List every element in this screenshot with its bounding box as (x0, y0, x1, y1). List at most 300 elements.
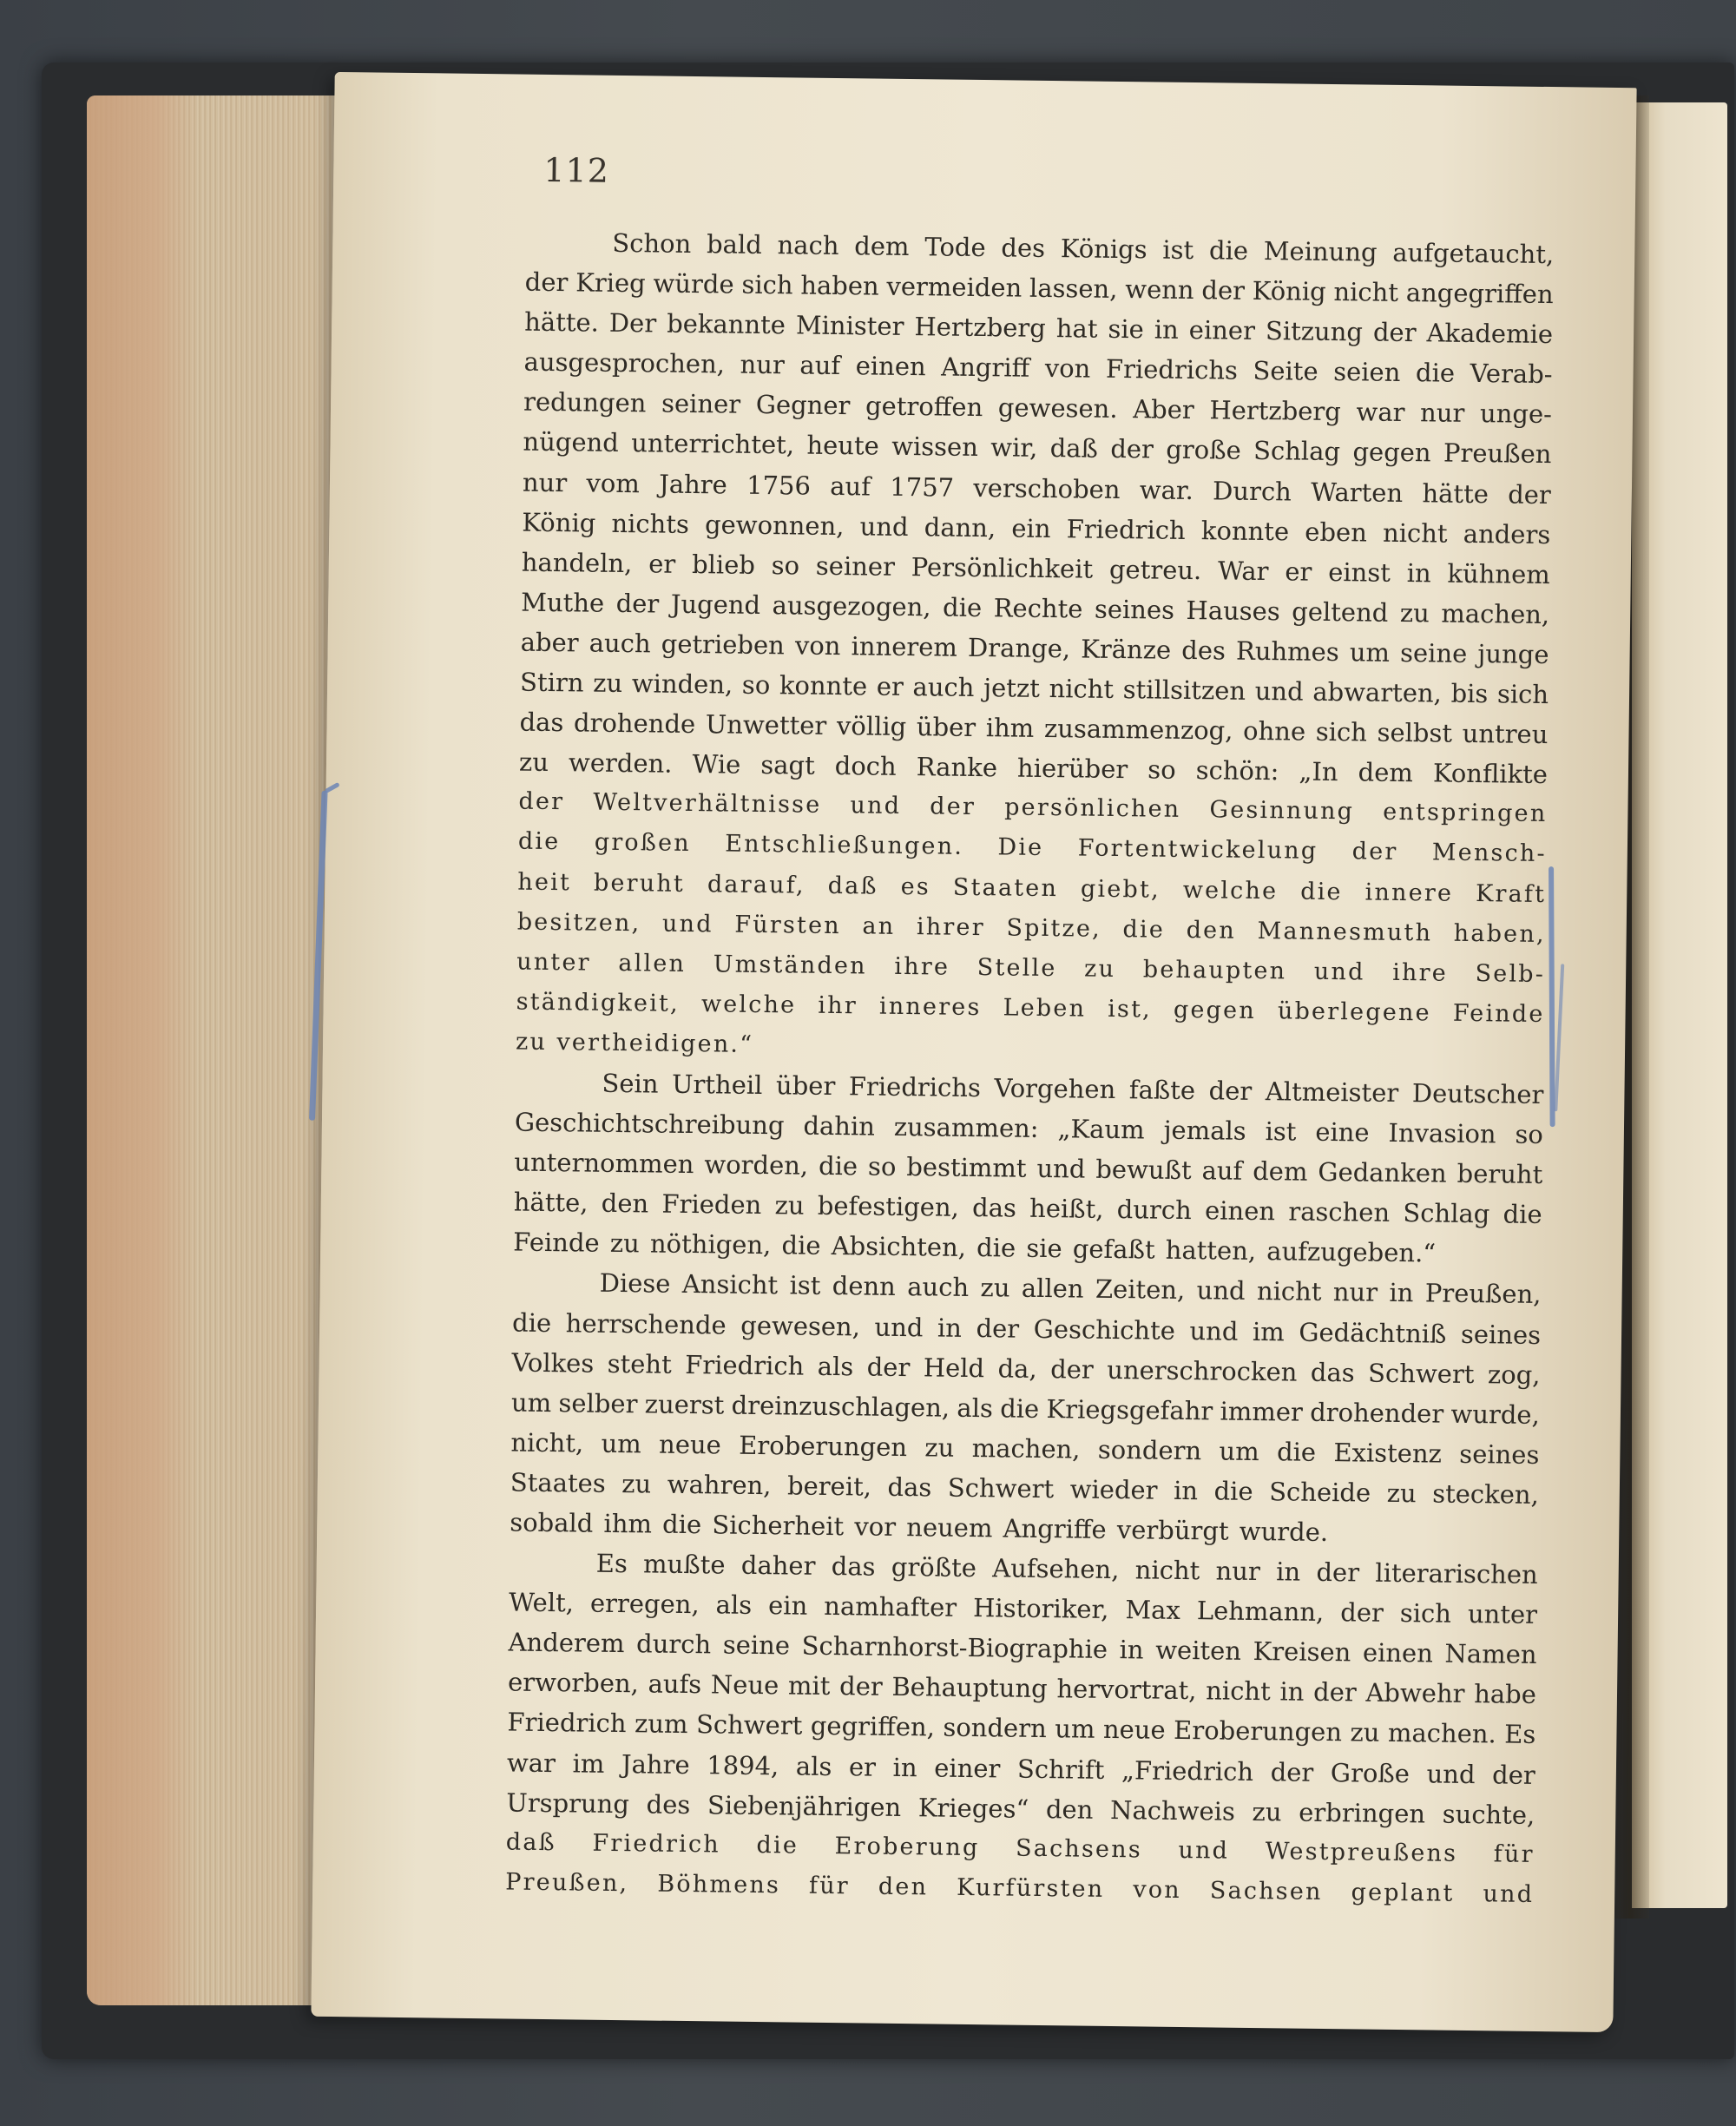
word: der (838, 1671, 883, 1702)
word: hat (1055, 313, 1098, 344)
word: einer (934, 1753, 1001, 1783)
word: ihr (818, 991, 858, 1020)
word: neue (658, 1429, 722, 1460)
word: worden, (704, 1149, 809, 1181)
word: seine (722, 1629, 791, 1661)
word: die (511, 1307, 552, 1338)
word: Geschichte (1033, 1313, 1176, 1346)
word: untreu (1462, 718, 1549, 750)
word: machen. (1387, 1718, 1496, 1749)
word: zu (1399, 597, 1430, 629)
word: und (1254, 675, 1304, 707)
word: um (1349, 637, 1391, 668)
word: Preußen (1443, 438, 1552, 470)
word: der (866, 1352, 911, 1382)
word: die (1276, 1437, 1317, 1467)
word: der (1049, 1353, 1094, 1385)
word: „Friedrich (1121, 1754, 1254, 1787)
word: seines (1094, 594, 1175, 625)
word: wurde, (1450, 1399, 1541, 1430)
word: Held (923, 1352, 985, 1383)
word: einer (1188, 315, 1256, 346)
word: Warten (1310, 477, 1404, 508)
word: großen (594, 829, 692, 858)
word: Absichten, (831, 1231, 967, 1263)
word: hervortrat, (1056, 1674, 1197, 1706)
word: habe (1474, 1679, 1537, 1710)
word: zu (518, 747, 549, 778)
word: mit (787, 1670, 831, 1701)
word: zuerst (644, 1389, 725, 1420)
word: Meinung (1263, 236, 1378, 267)
word: Königs (1060, 234, 1147, 265)
word: Große (1330, 1757, 1410, 1788)
word: der (615, 588, 660, 619)
word: sich (1315, 716, 1368, 747)
word: nach (777, 230, 839, 261)
word: er (1285, 556, 1312, 587)
word: die (661, 1509, 702, 1540)
word: daß (827, 872, 878, 900)
word: hätte (1422, 477, 1489, 509)
word: vertheidigen.“ (556, 1029, 754, 1058)
word: des (1001, 233, 1046, 263)
word: Durch (1212, 475, 1292, 506)
word: Diese (599, 1268, 671, 1300)
word: auf (799, 350, 841, 381)
word: der (1491, 1759, 1535, 1790)
word: machen, (971, 1432, 1081, 1465)
word: Staates (510, 1467, 606, 1498)
word: dann, (924, 511, 996, 543)
word: ständigkeit, (516, 988, 681, 1017)
word: einen (1204, 1195, 1276, 1227)
word: Spitze, (1006, 914, 1102, 943)
word: bis (1450, 678, 1489, 709)
word: Kränze (1080, 634, 1172, 665)
word: ist, (1108, 995, 1153, 1024)
word: war (506, 1748, 556, 1778)
word: Deutscher (1411, 1078, 1544, 1109)
word: zu (592, 668, 623, 699)
word: getroffen (865, 391, 983, 423)
word: Jugend (670, 589, 761, 620)
word: Es (595, 1548, 628, 1579)
word: haben (800, 270, 879, 301)
word: Stelle (976, 953, 1057, 982)
word: selbst (1377, 717, 1453, 748)
word: zu (515, 1028, 548, 1056)
word: handeln, (521, 547, 633, 578)
word: nicht (1256, 1276, 1322, 1307)
word: unterrichtet, (631, 428, 795, 460)
word: zog, (1487, 1359, 1541, 1390)
word: War (1217, 556, 1269, 586)
word: Schwert (695, 1709, 803, 1741)
word: war. (1139, 474, 1194, 505)
word: Gesinnung (1209, 796, 1355, 826)
word: Welt, (509, 1587, 575, 1618)
word: das (519, 707, 564, 738)
word: nicht (1134, 1555, 1200, 1586)
word: Weltverhältnisse (593, 788, 822, 819)
word: hätte. (524, 306, 600, 338)
word: um (510, 1387, 552, 1418)
word: und (1178, 1836, 1230, 1865)
word: Schon (612, 227, 692, 259)
word: Sachsens (1015, 1834, 1143, 1864)
word: sagt (760, 750, 815, 780)
word: unge- (1479, 398, 1553, 430)
word: die (1000, 1393, 1040, 1424)
word: verschoben (973, 472, 1121, 504)
word: Friedrich (507, 1707, 627, 1739)
word: König (522, 507, 596, 538)
word: Gedächtniß (1299, 1317, 1447, 1349)
word: zu (924, 1432, 955, 1463)
word: „Kaum (1057, 1114, 1145, 1145)
word: ihm (603, 1508, 653, 1539)
word: da, (997, 1353, 1037, 1384)
book-page (311, 72, 1636, 2032)
word: Anderem (508, 1627, 625, 1659)
word: wahren, (667, 1469, 772, 1501)
word: Seite (1253, 356, 1318, 387)
word: Historiker, (972, 1593, 1109, 1625)
word: die (517, 827, 561, 856)
word: zusammenzog, (1043, 714, 1233, 746)
edge-stain (87, 95, 200, 2005)
word: Altmeister (1265, 1076, 1399, 1108)
word: sondern (943, 1713, 1047, 1744)
word: einst (1328, 556, 1391, 588)
word: eben (1305, 517, 1368, 548)
word: größte (891, 1551, 977, 1583)
word: in (1173, 1475, 1199, 1506)
word: dem (854, 231, 910, 262)
word: in (892, 1752, 917, 1782)
word: Ranke (916, 752, 998, 783)
word: in (1275, 1557, 1301, 1587)
word: behaupten (1142, 956, 1287, 985)
word: einen (855, 351, 926, 382)
word: die (818, 1150, 858, 1181)
word: Sachsen (1209, 1877, 1323, 1906)
word: aufzugeben.“ (1266, 1236, 1437, 1268)
word: Eroberung (834, 1832, 980, 1861)
word: in (1279, 1676, 1305, 1708)
word: nur (1332, 1277, 1378, 1308)
word: wir, (990, 432, 1038, 464)
word: Volkes (511, 1347, 595, 1379)
word: durch (635, 1629, 712, 1660)
word: und (1426, 1758, 1476, 1789)
word: ihre (1392, 958, 1449, 987)
word: der (1316, 1557, 1360, 1588)
word: die (1300, 878, 1343, 905)
word: 1894, (707, 1749, 779, 1780)
word: gegen (1352, 437, 1431, 468)
word: seine (1399, 637, 1468, 668)
word: zu (609, 1228, 641, 1259)
word: vor (854, 1511, 897, 1542)
word: Es (1504, 1719, 1536, 1750)
word: die (976, 1233, 1016, 1263)
word: nur (740, 349, 786, 380)
word: Sein (602, 1068, 659, 1099)
pencil-mark-right (1549, 866, 1555, 1127)
word: entspringen (1383, 799, 1548, 828)
word: so (771, 550, 800, 581)
word: um (601, 1428, 641, 1459)
pencil-mark-left-hook (325, 782, 340, 793)
word: dem (1358, 757, 1414, 788)
word: Mannesmuth (1257, 917, 1433, 947)
word: Sicherheit (712, 1510, 845, 1542)
word: werden. (568, 747, 673, 779)
word: bald (706, 229, 763, 260)
word: und (874, 1312, 924, 1342)
pencil-mark-right-2 (1554, 964, 1564, 1111)
word: bestimmt (906, 1152, 1027, 1183)
word: zu (1252, 1796, 1282, 1827)
word: ist (789, 1270, 821, 1301)
word: es (900, 872, 931, 900)
word: gegen (1173, 996, 1257, 1024)
word: getreu. (1108, 554, 1202, 585)
word: haben, (1453, 919, 1546, 948)
word: Westpreußens (1265, 1837, 1458, 1867)
word: in (937, 1313, 963, 1343)
word: die (756, 1831, 799, 1859)
word: beruht (593, 869, 686, 898)
word: auf (830, 471, 871, 502)
word: gewesen, (740, 1310, 861, 1341)
word: dem (1253, 1156, 1308, 1187)
word: eine (1315, 1116, 1370, 1148)
word: der (1208, 1076, 1253, 1106)
word: Namen (1444, 1638, 1537, 1670)
word: der (1312, 1677, 1357, 1708)
word: Angriffe (1003, 1513, 1107, 1544)
word: schön: (1195, 755, 1279, 787)
word: vom (586, 468, 641, 498)
word: literarischen (1375, 1557, 1538, 1590)
word: anders (1463, 518, 1551, 550)
word: lassen, (1029, 273, 1118, 305)
word: heute (806, 431, 879, 462)
word: geplant (1351, 1879, 1455, 1907)
word: Invasion (1388, 1117, 1496, 1149)
word: erregen, (589, 1588, 700, 1620)
word: sich (741, 269, 793, 300)
word: Lehmann, (1196, 1596, 1325, 1628)
word: getrieben (661, 629, 786, 661)
word: Umständen (713, 951, 867, 980)
word: als (817, 1351, 854, 1381)
word: Preußen, (1424, 1278, 1542, 1310)
word: Friedrichs (1105, 354, 1239, 385)
word: zu (621, 1468, 652, 1499)
word: bereit, (786, 1471, 872, 1502)
word: so (1515, 1119, 1544, 1150)
word: vermeiden (886, 271, 1023, 303)
word: auf (1201, 1155, 1243, 1186)
word: Schlag (1253, 436, 1341, 467)
word: besitzen, (516, 908, 641, 937)
word: denn (832, 1271, 897, 1302)
word: im (572, 1748, 605, 1779)
word: um (1219, 1436, 1259, 1466)
word: ihre (894, 952, 950, 981)
word: der (1201, 275, 1246, 306)
word: Leben (1003, 994, 1087, 1023)
word: Böhmens (657, 1870, 781, 1899)
word: Kreisen (1253, 1636, 1351, 1668)
word: Wie (692, 749, 741, 780)
word: nicht (1333, 277, 1399, 308)
word: angegriffen (1405, 278, 1554, 310)
word: überlegene (1277, 997, 1431, 1027)
word: Fortentwickelung (1077, 834, 1318, 866)
word: giebt, (1080, 874, 1161, 904)
word: 1757 (890, 471, 955, 503)
word: Scharnhorst-Biographie (801, 1630, 1108, 1665)
word: Ruhmes (1235, 635, 1339, 668)
word: Siebenjährigen (707, 1789, 902, 1822)
word: gefaßt (1072, 1234, 1155, 1265)
word: stillsitzen (1122, 675, 1246, 706)
word: nur (522, 467, 568, 497)
word: den (1186, 916, 1237, 945)
word: machen, (1441, 598, 1550, 629)
word: junge (1477, 638, 1549, 669)
word: wurde. (1239, 1516, 1329, 1548)
word: Preußen, (505, 1868, 629, 1898)
word: das (971, 1193, 1017, 1223)
word: von (794, 630, 841, 661)
word: Minister (795, 310, 904, 342)
word: und (661, 910, 713, 938)
word: Eroberungen (1173, 1715, 1343, 1748)
word: Nachweis (1109, 1794, 1236, 1827)
word: die (1503, 1199, 1542, 1230)
word: durch (1116, 1195, 1193, 1226)
word: welche (1182, 876, 1279, 905)
word: in (1406, 557, 1431, 589)
word: konnte (779, 670, 868, 701)
word: der (1508, 479, 1552, 510)
word: sie (1026, 1234, 1062, 1264)
word: doch (834, 751, 897, 782)
page-number: 112 (543, 150, 610, 190)
word: in (1389, 1278, 1414, 1308)
word: den (601, 1188, 649, 1219)
word: als (957, 1392, 994, 1424)
word: winden, (631, 668, 733, 700)
word: zusammen: (893, 1111, 1039, 1143)
word: der (1351, 838, 1398, 866)
word: sich (1496, 679, 1549, 710)
word: wissen (891, 431, 979, 463)
word: immer (1220, 1396, 1304, 1427)
word: Neue (710, 1669, 779, 1701)
word: die (942, 592, 983, 622)
word: hierüber (1016, 753, 1128, 785)
word: Hauses (1186, 595, 1280, 627)
word: drohender (1309, 1397, 1444, 1429)
word: geltend (1292, 596, 1389, 628)
word: namhafter (824, 1591, 957, 1622)
word: Jahre (621, 1748, 690, 1780)
word: innerem (851, 631, 958, 662)
word: wieder (1069, 1474, 1158, 1505)
word: Ansicht (681, 1269, 779, 1300)
word: der (976, 1313, 1020, 1344)
word: Angriff (941, 352, 1030, 384)
word: ausgesprochen, (523, 346, 726, 379)
word: Existenz (1333, 1437, 1443, 1469)
word: gewesen. (997, 392, 1118, 425)
word: um (1055, 1714, 1095, 1745)
word: Scheide (1268, 1477, 1371, 1508)
word: zu (774, 1190, 805, 1221)
word: kühnem (1447, 558, 1550, 589)
word: Friedrich (685, 1349, 805, 1381)
word: der (1340, 1597, 1384, 1628)
word: zu (1083, 955, 1116, 983)
word: neue (1102, 1715, 1166, 1746)
word: dreinzuschlagen, (731, 1390, 950, 1423)
page-text (505, 222, 1555, 1915)
word: Kraft (1475, 879, 1547, 908)
word: jetzt (983, 673, 1041, 703)
word: und (859, 511, 909, 542)
word: Gegner (755, 390, 851, 421)
word: Der (608, 307, 657, 339)
word: das (887, 1471, 932, 1503)
word: sobald (510, 1507, 594, 1538)
word: innere (1364, 878, 1454, 907)
word: der (1270, 1756, 1314, 1787)
word: die (1213, 1476, 1253, 1506)
word: Fürsten (734, 911, 842, 939)
word: erworben, (507, 1667, 640, 1699)
word: ist (1162, 234, 1194, 266)
word: seiner (815, 550, 896, 582)
word: Die (997, 833, 1044, 862)
word: in (1119, 1635, 1144, 1665)
word: stecken, (1432, 1478, 1539, 1510)
word: erbringen (1299, 1797, 1426, 1829)
word: Feinde (513, 1227, 600, 1259)
word: nicht (1206, 1675, 1271, 1707)
word: auch (589, 628, 651, 659)
word: welche (700, 990, 797, 1019)
word: hätte, (513, 1187, 589, 1218)
word: persönlichen (1003, 793, 1181, 824)
word: Selb- (1475, 959, 1546, 988)
word: über (916, 712, 976, 743)
word: Urtheil (671, 1069, 763, 1100)
word: sie (1108, 314, 1145, 345)
word: sich (1399, 1598, 1452, 1629)
word: ihm (985, 713, 1035, 743)
word: blieb (691, 549, 756, 580)
word: er (876, 671, 904, 702)
word: im (1252, 1316, 1285, 1346)
word: inneres (878, 992, 982, 1021)
